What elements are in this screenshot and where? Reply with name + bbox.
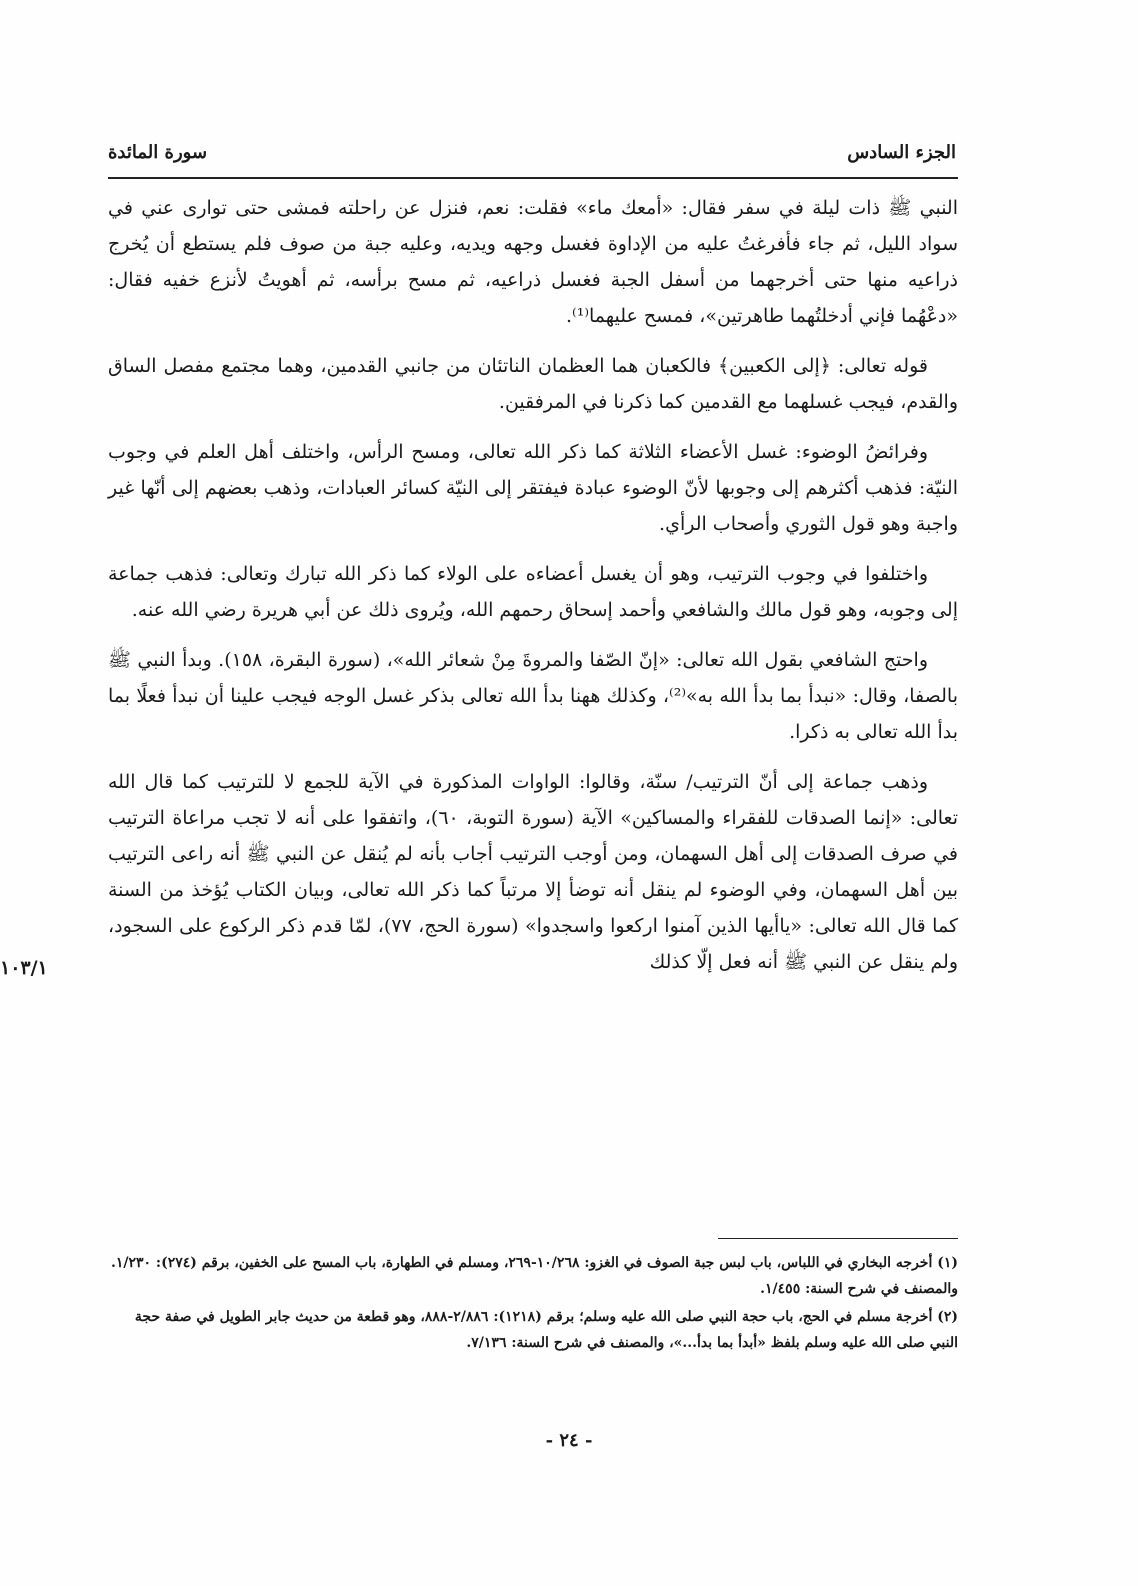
footnote-rule — [718, 1238, 958, 1239]
paragraph: واحتج الشافعي بقول الله تعالى: «إنّ الصّفا والمروةَ مِنْ شعائر الله»، (سورة البقرة، ١٥٨). وبدأ النبي ﷺ بالصفا، وقال: «نبدأ بما بدأ الله به»⁽²⁾، وكذلك ههنا بدأ الله تعالى بذكر غسل الوجه فيجب علينا أن نبدأ فعلًا بما بدأ الله تعالى به ذكرا. — [108, 649, 958, 743]
main-text — [108, 190, 958, 994]
footnote: (٢) أخرجة مسلم في الحج، باب حجة النبي صلى الله عليه وسلم؛ برقم (١٢١٨): ٢/٨٨٦-٨٨٨، وهو قطعة من حديث جابر الطويل في صفة حجة النبي صلى الله عليه وسلم بلفظ «أبدأ بما بدأ...»، والمصنف في شرح السنة: ٧/١٣٦. — [134, 1309, 958, 1351]
paragraph: واختلفوا في وجوب الترتيب، وهو أن يغسل أعضاءه على الولاء كما ذكر الله تبارك وتعالى: فذهب جماعة إلى وجوبه، وهو قول مالك والشافعي وأحمد إسحاق رحمهم الله، ويُروى ذلك عن أبي هريرة رضي الله عنه. — [108, 563, 958, 621]
margin-note: ١٠٣/١ — [0, 957, 48, 979]
paragraph: وفرائضُ الوضوء: غسل الأعضاء الثلاثة كما ذكر الله تعالى، ومسح الرأس، واختلف أهل العلم في وجوب النيّة: فذهب أكثرهم إلى وجوبها لأنّ الوضوء عبادة فيفتقر إلى النيّة كسائر العبادات، وذهب بعضهم إلى أنّها غير واجبة وهو قول الثوري وأصحاب الرأي. — [108, 441, 958, 535]
running-header — [108, 136, 956, 170]
paragraph: وذهب جماعة إلى أنّ الترتيب/ سنّة، وقالوا: الواوات المذكورة في الآية للجمع لا للترتيب كما قال الله تعالى: «إنما الصدقات للفقراء والمساكين» الآية (سورة التوبة، ٦٠)، واتفقوا على أنه لا تجب مراعاة الترتيب في صرف الصدقات إلى أهل السهمان، ومن أوجب الترتيب أجاب بأنه لم يُنقل عن النبي ﷺ أنه راعى الترتيب بين أهل السهمان، وفي الوضوء لم ينقل أنه توضأ إلا مرتباً كما ذكر الله تعالى، وبيان الكتاب يُؤخذ من السنة كما قال الله تعالى: «ياأيها الذين آمنوا اركعوا واسجدوا» (سورة الحج، ٧٧)، لمّا قدم ذكر الركوع على السجود، ولم ينقل عن النبي ﷺ أنه فعل إلّا كذلك — [108, 771, 958, 973]
paragraph: قوله تعالى: ﴿إلى الكعبين﴾ فالكعبان هما العظمان الناتئان من جانبي القدمين، وهما مجتمع مفصل الساق والقدم، فيجب غسلهما مع القدمين كما ذكرنا في المرفقين. — [108, 355, 958, 413]
footnotes — [108, 1250, 958, 1358]
header-part-title: الجزء السادس — [847, 142, 956, 163]
paragraph: النبي ﷺ ذات ليلة في سفر فقال: «أمعك ماء» فقلت: نعم، فنزل عن راحلته فمشى حتى توارى عني في سواد الليل، ثم جاء فأفرغتُ عليه من الإداوة فغسل وجهه ويديه، وعليه جبة من صوف فلم يستطع أن يُخرج ذراعيه منها حتى أخرجهما من أسفل الجبة فغسل ذراعيه، ثم مسح برأسه، ثم أهويتُ لأنزع خفيه فقال: «دعْهُما فإني أدخلتُهما طاهرتين»، فمسح عليهما⁽¹⁾. — [108, 197, 958, 327]
page-number: - ٢٤ - — [545, 1430, 593, 1451]
header-surah-title: سورة المائدة — [108, 142, 208, 163]
header-rule — [108, 177, 958, 179]
footnote: (١) أخرجه البخاري في اللباس، باب لبس جبة الصوف في الغزو: ١٠/٢٦٨-٢٦٩، ومسلم في الطهارة، باب المسح على الخفين، برقم (٢٧٤): ١/٢٣٠. والمصنف في شرح السنة: ١/٤٥٥. — [110, 1255, 958, 1297]
